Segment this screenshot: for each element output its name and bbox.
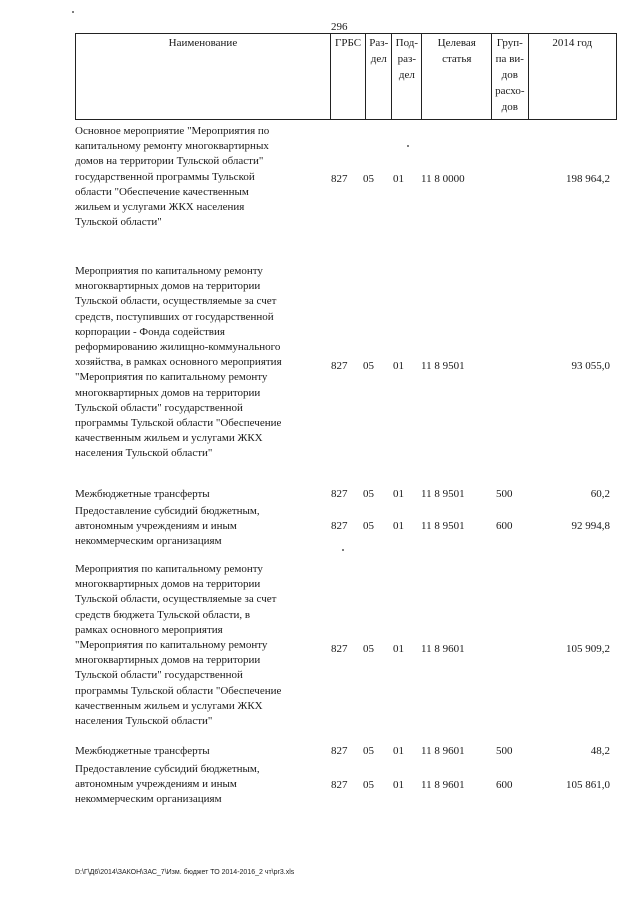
header-razdel: Раз- дел bbox=[366, 34, 392, 120]
row-podrazdel: 01 bbox=[393, 745, 404, 757]
header-grbs: ГРБС bbox=[330, 34, 365, 120]
scan-speck bbox=[72, 11, 74, 13]
row-group: 500 bbox=[496, 488, 513, 500]
row-razdel: 05 bbox=[363, 643, 374, 655]
row-amount: 105 861,0 bbox=[566, 779, 610, 791]
header-target: Целевая статья bbox=[422, 34, 492, 120]
row-grbs: 827 bbox=[331, 488, 348, 500]
file-path-footer: D:\Г\Д6\2014\ЗАКОН\ЗАС_7\Изм. бюджет ТО 2014-2016_2 чт\pr3.xls bbox=[75, 869, 295, 876]
scan-speck bbox=[407, 145, 409, 147]
row-amount: 198 964,2 bbox=[566, 173, 610, 185]
row-podrazdel: 01 bbox=[393, 488, 404, 500]
row-name: Предоставление субсидий бюджетным, автономным учреждениям и иным некоммерческим организациям bbox=[75, 505, 260, 548]
row-podrazdel: 01 bbox=[393, 360, 404, 372]
row-grbs: 827 bbox=[331, 643, 348, 655]
row-razdel: 05 bbox=[363, 520, 374, 532]
row-name: Мероприятия по капитальному ремонту многоквартирных домов на территории Тульской области, осуществляемые за счет средств бюджета Тульской области, в рамках основного мероприятия "Мероприятия по капитальному ремонту многоквартирных домов на территории Тульской области" государственной программы Тульской области "Обеспечение качественным жильем и услугами ЖКХ населения Тульской области" bbox=[75, 563, 282, 728]
row-target: 11 8 9501 bbox=[421, 488, 465, 500]
row-name: Предоставление субсидий бюджетным, автономным учреждениям и иным некоммерческим организациям bbox=[75, 763, 260, 806]
header-group: Груп- па ви- дов расхо- дов bbox=[492, 34, 528, 120]
row-grbs: 827 bbox=[331, 173, 348, 185]
row-amount: 93 055,0 bbox=[571, 360, 610, 372]
row-target: 11 8 9501 bbox=[421, 520, 465, 532]
page-number: 296 bbox=[331, 21, 348, 33]
row-group: 500 bbox=[496, 745, 513, 757]
row-amount: 60,2 bbox=[590, 488, 610, 500]
row-group: 600 bbox=[496, 520, 513, 532]
row-podrazdel: 01 bbox=[393, 520, 404, 532]
row-name: Межбюджетные трансферты bbox=[75, 745, 210, 757]
row-grbs: 827 bbox=[331, 745, 348, 757]
row-target: 11 8 9601 bbox=[421, 643, 465, 655]
row-grbs: 827 bbox=[331, 520, 348, 532]
row-target: 11 8 9501 bbox=[421, 360, 465, 372]
row-razdel: 05 bbox=[363, 488, 374, 500]
header-name: Наименование bbox=[76, 34, 331, 120]
row-group: 600 bbox=[496, 779, 513, 791]
row-target: 11 8 0000 bbox=[421, 173, 465, 185]
row-name: Основное мероприятие "Мероприятия по капитальному ремонту многоквартирных домов на территории Тульской области" государственной программы Тульской области "Обеспечение качественным жильем и услугами ЖКХ населения Тульской области" bbox=[75, 125, 270, 229]
row-razdel: 05 bbox=[363, 360, 374, 372]
row-amount: 48,2 bbox=[590, 745, 610, 757]
row-grbs: 827 bbox=[331, 360, 348, 372]
row-name: Межбюджетные трансферты bbox=[75, 488, 210, 500]
header-year: 2014 год bbox=[528, 34, 616, 120]
row-podrazdel: 01 bbox=[393, 643, 404, 655]
row-razdel: 05 bbox=[363, 745, 374, 757]
row-target: 11 8 9601 bbox=[421, 779, 465, 791]
row-amount: 105 909,2 bbox=[566, 643, 610, 655]
row-podrazdel: 01 bbox=[393, 173, 404, 185]
row-target: 11 8 9601 bbox=[421, 745, 465, 757]
row-grbs: 827 bbox=[331, 779, 348, 791]
row-razdel: 05 bbox=[363, 173, 374, 185]
row-razdel: 05 bbox=[363, 779, 374, 791]
header-podrazdel: Под- раз- дел bbox=[392, 34, 422, 120]
row-name: Мероприятия по капитальному ремонту многоквартирных домов на территории Тульской области, осуществляемые за счет средств, поступивших от государственной корпорации - Фонда содействия реформированию жилищно-коммунального хозяйства, в рамках основного мероприятия "Мероприятия по капитальному ремонту многоквартирных домов на территории Тульской области" государственной программы Тульской области "Обеспечение качественным жильем и услугами ЖКХ населения Тульской области" bbox=[75, 265, 282, 460]
row-podrazdel: 01 bbox=[393, 779, 404, 791]
scan-speck bbox=[342, 549, 344, 551]
row-amount: 92 994,8 bbox=[571, 520, 610, 532]
